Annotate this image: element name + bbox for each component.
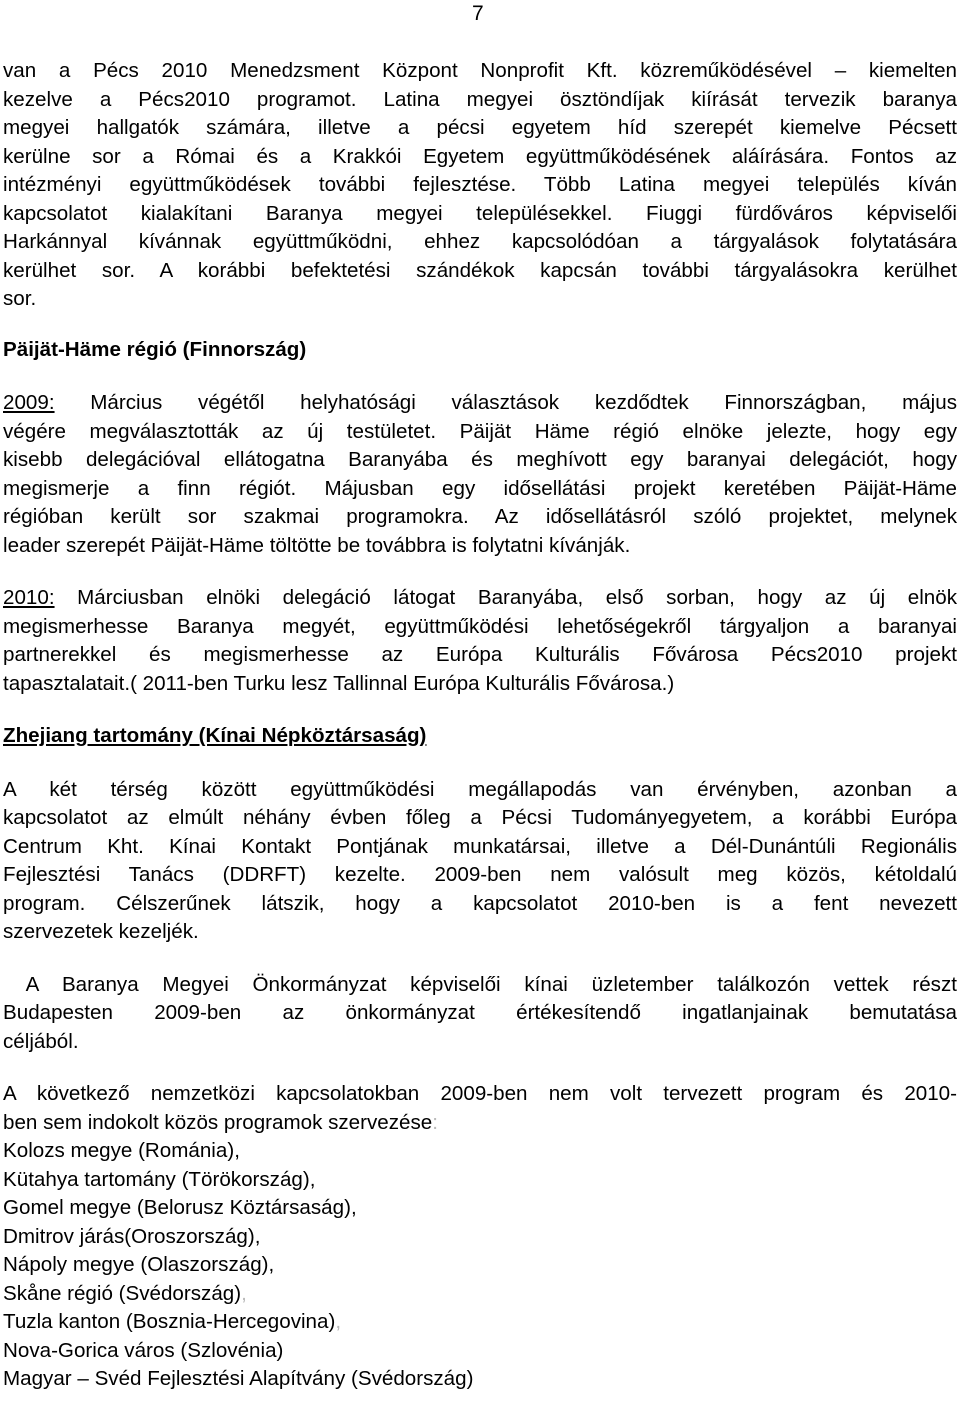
- paragraph-china-2: [3, 971, 957, 1057]
- text-line: Harkánnyal kívánnak együttműködni, ehhez kapcsolódóan a tárgyalások folytatására: [3, 230, 957, 253]
- text-fragment: Március végétől helyhatósági választások kezdődtek Finnországban, május: [54, 391, 957, 414]
- text-line: kisebb delegációval ellátogatna Baranyába és meghívott egy baranyai delegációt, hogy: [3, 448, 957, 471]
- text-line: tapasztalatait.( 2011-ben Turku lesz Tallinnal Európa Kulturális Fővárosa.): [3, 671, 675, 695]
- paragraph-finland-2010: [3, 584, 957, 698]
- text-fragment: ben sem indokolt közös programok szervezése: [3, 1110, 433, 1134]
- partner-list: [3, 1137, 957, 1394]
- page-number: 7: [472, 2, 484, 25]
- section-heading-finland: Päijät-Häme régió (Finnország): [3, 337, 307, 361]
- list-item: Tuzla kanton (Bosznia-Hercegovina),: [3, 1310, 342, 1333]
- text-line: megismerje a finn régiót. Májusban egy idősellátási projekt keretében Päijät-Häme: [3, 476, 957, 500]
- text-line: kezelve a Pécs2010 programot. Latina megyei ösztöndíjak kiírását tervezik baranya: [3, 87, 957, 111]
- heading-text: Zhejiang tartomány (Kínai Népköztársaság): [3, 724, 427, 747]
- text-line: A Baranya Megyei Önkormányzat képviselői kínai üzletember találkozón vettek részt: [3, 972, 957, 996]
- text-line: A két térség között együttműködési megállapodás van érvényben, azonban a: [3, 777, 957, 801]
- text-line: megismerhesse Baranya megyét, együttműködési lehetőségekről tárgyaljon a baranyai: [3, 614, 957, 638]
- text-fragment: Márciusban elnöki delegáció látogat Baranyába, első sorban, hogy az új elnök: [54, 586, 957, 609]
- text-line: kerülhet sor. A korábbi befektetési szándékok kapcsán további tárgyalásokra kerülhet: [3, 258, 957, 282]
- text-line: Fejlesztési Tanács (DDRFT) kezelte. 2009-ben nem valósult meg közös, kétoldalú: [3, 863, 957, 886]
- year-label: 2009:: [3, 391, 55, 414]
- paragraph-finland-2009: [3, 389, 957, 560]
- list-item: Gomel megye (Belorusz Köztársaság),: [3, 1196, 357, 1219]
- text-line: intézményi együttműködések további fejlesztése. Több Latina megyei település kíván: [3, 173, 957, 196]
- text-line: szervezetek kezeljék.: [3, 920, 199, 943]
- text-line: [3, 389, 957, 418]
- text-line: leader szerepét Päijät-Häme töltötte be továbbra is folytatni kívánják.: [3, 533, 631, 557]
- text-line: Budapesten 2009-ben az önkormányzat értékesítendő ingatlanjainak bemutatása: [3, 1001, 957, 1024]
- list-item: Dmitrov járás(Oroszország),: [3, 1224, 261, 1248]
- paragraph-international: [3, 1080, 957, 1137]
- year-label: 2010:: [3, 586, 55, 609]
- paragraph-china-1: [3, 776, 957, 947]
- list-item: Nova-Gorica város (Szlovénia): [3, 1338, 284, 1362]
- text-fragment: :: [432, 1110, 438, 1134]
- paragraph-latina: [3, 57, 957, 314]
- text-line: megyei hallgatók számára, illetve a pécsi egyetem híd szerepét kiemelve Pécsett: [3, 116, 957, 139]
- text-line: sor.: [3, 287, 37, 310]
- text-line: kerülne sor a Római és a Krakkói Egyetem együttműködésének aláírására. Fontos az: [3, 144, 957, 168]
- list-item: Nápoly megye (Olaszország),: [3, 1253, 275, 1276]
- text-line: [3, 584, 957, 613]
- text-line: Centrum Kht. Kínai Kontakt Pontjának munkatársai, illetve a Dél-Dunántúli Regionális: [3, 834, 957, 858]
- list-item: Skåne régió (Svédország),: [3, 1281, 247, 1305]
- text-line: [3, 1109, 957, 1138]
- list-item: Kütahya tartomány (Törökország),: [3, 1167, 316, 1191]
- list-item: Magyar – Svéd Fejlesztési Alapítvány (Svédország): [3, 1367, 474, 1390]
- text-line: régióban került sor szakmai programokra. Az idősellátásról szóló projektet, melynek: [3, 505, 957, 528]
- list-item: Kolozs megye (Románia),: [3, 1139, 240, 1162]
- text-line: kapcsolatot kialakítani Baranya megyei településekkel. Fiuggi fürdőváros képviselői: [3, 201, 957, 225]
- text-line: program. Célszerűnek látszik, hogy a kapcsolatot 2010-ben is a fent nevezett: [3, 891, 957, 915]
- section-heading-china: [3, 722, 957, 751]
- text-line: végére megválasztották az új testületet. Päijät Häme régió elnöke jelezte, hogy egy: [3, 419, 957, 443]
- text-line: céljából.: [3, 1029, 79, 1053]
- document-body: [3, 57, 957, 1394]
- text-line: partnerekkel és megismerhesse az Európa Kulturális Fővárosa Pécs2010 projekt: [3, 643, 957, 666]
- text-line: kapcsolatot az elmúlt néhány évben főleg a Pécsi Tudományegyetem, a korábbi Európa: [3, 806, 957, 829]
- text-line: A következő nemzetközi kapcsolatokban 2009-ben nem volt tervezett program és 2010-: [3, 1082, 957, 1105]
- text-line: van a Pécs 2010 Menedzsment Központ Nonprofit Kft. közreműködésével – kiemelten: [3, 59, 957, 82]
